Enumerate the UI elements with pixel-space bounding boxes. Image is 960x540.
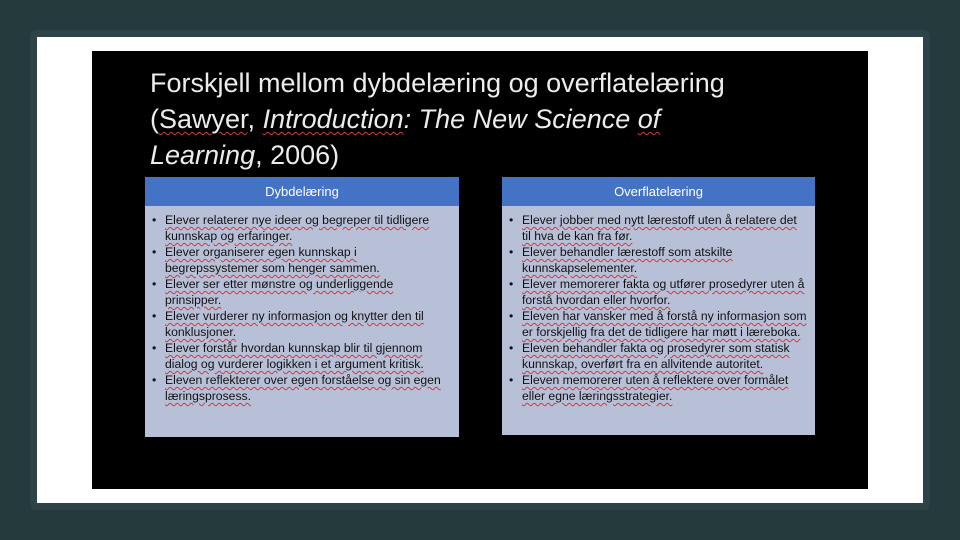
surface-learning-heading: Overflatelæring bbox=[502, 177, 815, 206]
list-item-text: Elever memorerer fakta og utfører prosedyrer uten å forstå hvordan eller hvorfor. bbox=[522, 277, 805, 307]
title-line-1: Forskjell mellom dybdelæring og overflatelæring bbox=[150, 68, 725, 98]
surface-learning-list bbox=[502, 206, 815, 404]
title-book: : The New Science bbox=[403, 104, 638, 134]
list-item bbox=[522, 372, 807, 404]
list-item bbox=[165, 212, 451, 244]
list-item-text: Elever behandler lærestoff som atskilte kunnskapselementer. bbox=[522, 245, 733, 275]
list-item-text: Elever relaterer nye ideer og begreper til tidligere kunnskap og erfaringer. bbox=[165, 213, 430, 243]
list-item bbox=[522, 212, 807, 244]
title-year: , 2006) bbox=[255, 140, 340, 170]
deep-learning-box bbox=[145, 177, 459, 437]
list-item-text: Eleven memorerer uten å reflektere over formålet eller egne læringsstrategier. bbox=[522, 373, 789, 403]
list-item bbox=[165, 244, 451, 276]
list-item-text: Eleven reflekterer over egen forståelse og sin egen læringsprosess. bbox=[165, 373, 441, 403]
title-paren: ( bbox=[150, 104, 159, 134]
title-introduction: Introduction bbox=[262, 104, 404, 134]
list-item bbox=[165, 340, 451, 372]
list-item bbox=[165, 372, 451, 404]
list-item-text: Eleven behandler fakta og prosedyrer som statisk kunnskap, overført fra en allvitende autoritet. bbox=[522, 341, 790, 371]
list-item-text: Elever ser etter mønstre og underliggende prinsipper. bbox=[165, 277, 394, 307]
list-item bbox=[522, 244, 807, 276]
title-comma: , bbox=[247, 104, 263, 134]
list-item bbox=[522, 276, 807, 308]
deep-learning-heading: Dybdelæring bbox=[145, 177, 459, 206]
slide-canvas bbox=[92, 51, 868, 489]
title-of: of bbox=[637, 104, 661, 134]
list-item bbox=[522, 340, 807, 372]
deep-learning-list bbox=[145, 206, 459, 404]
list-item-text: Elever forstår hvordan kunnskap blir til gjennom dialog og vurderer logikken i et argument kritisk. bbox=[165, 341, 424, 371]
list-item bbox=[165, 276, 451, 308]
surface-learning-box bbox=[502, 177, 815, 435]
list-item-text: Elever jobber med nytt lærestoff uten å relatere det til hva de kan fra før. bbox=[522, 213, 797, 243]
list-item-text: Eleven har vansker med å forstå ny informasjon som er forskjellig fra det de tidligere har møtt i læreboka. bbox=[522, 309, 807, 339]
list-item-text: Elever vurderer ny informasjon og knytter den til konklusjoner. bbox=[165, 309, 424, 339]
title-author: Sawyer bbox=[159, 104, 248, 134]
list-item-text: Elever organiserer egen kunnskap i begrepssystemer som henger sammen. bbox=[165, 245, 380, 275]
list-item bbox=[165, 308, 451, 340]
title-learning: Learning bbox=[150, 140, 256, 170]
slide-title bbox=[150, 65, 790, 173]
list-item bbox=[522, 308, 807, 340]
